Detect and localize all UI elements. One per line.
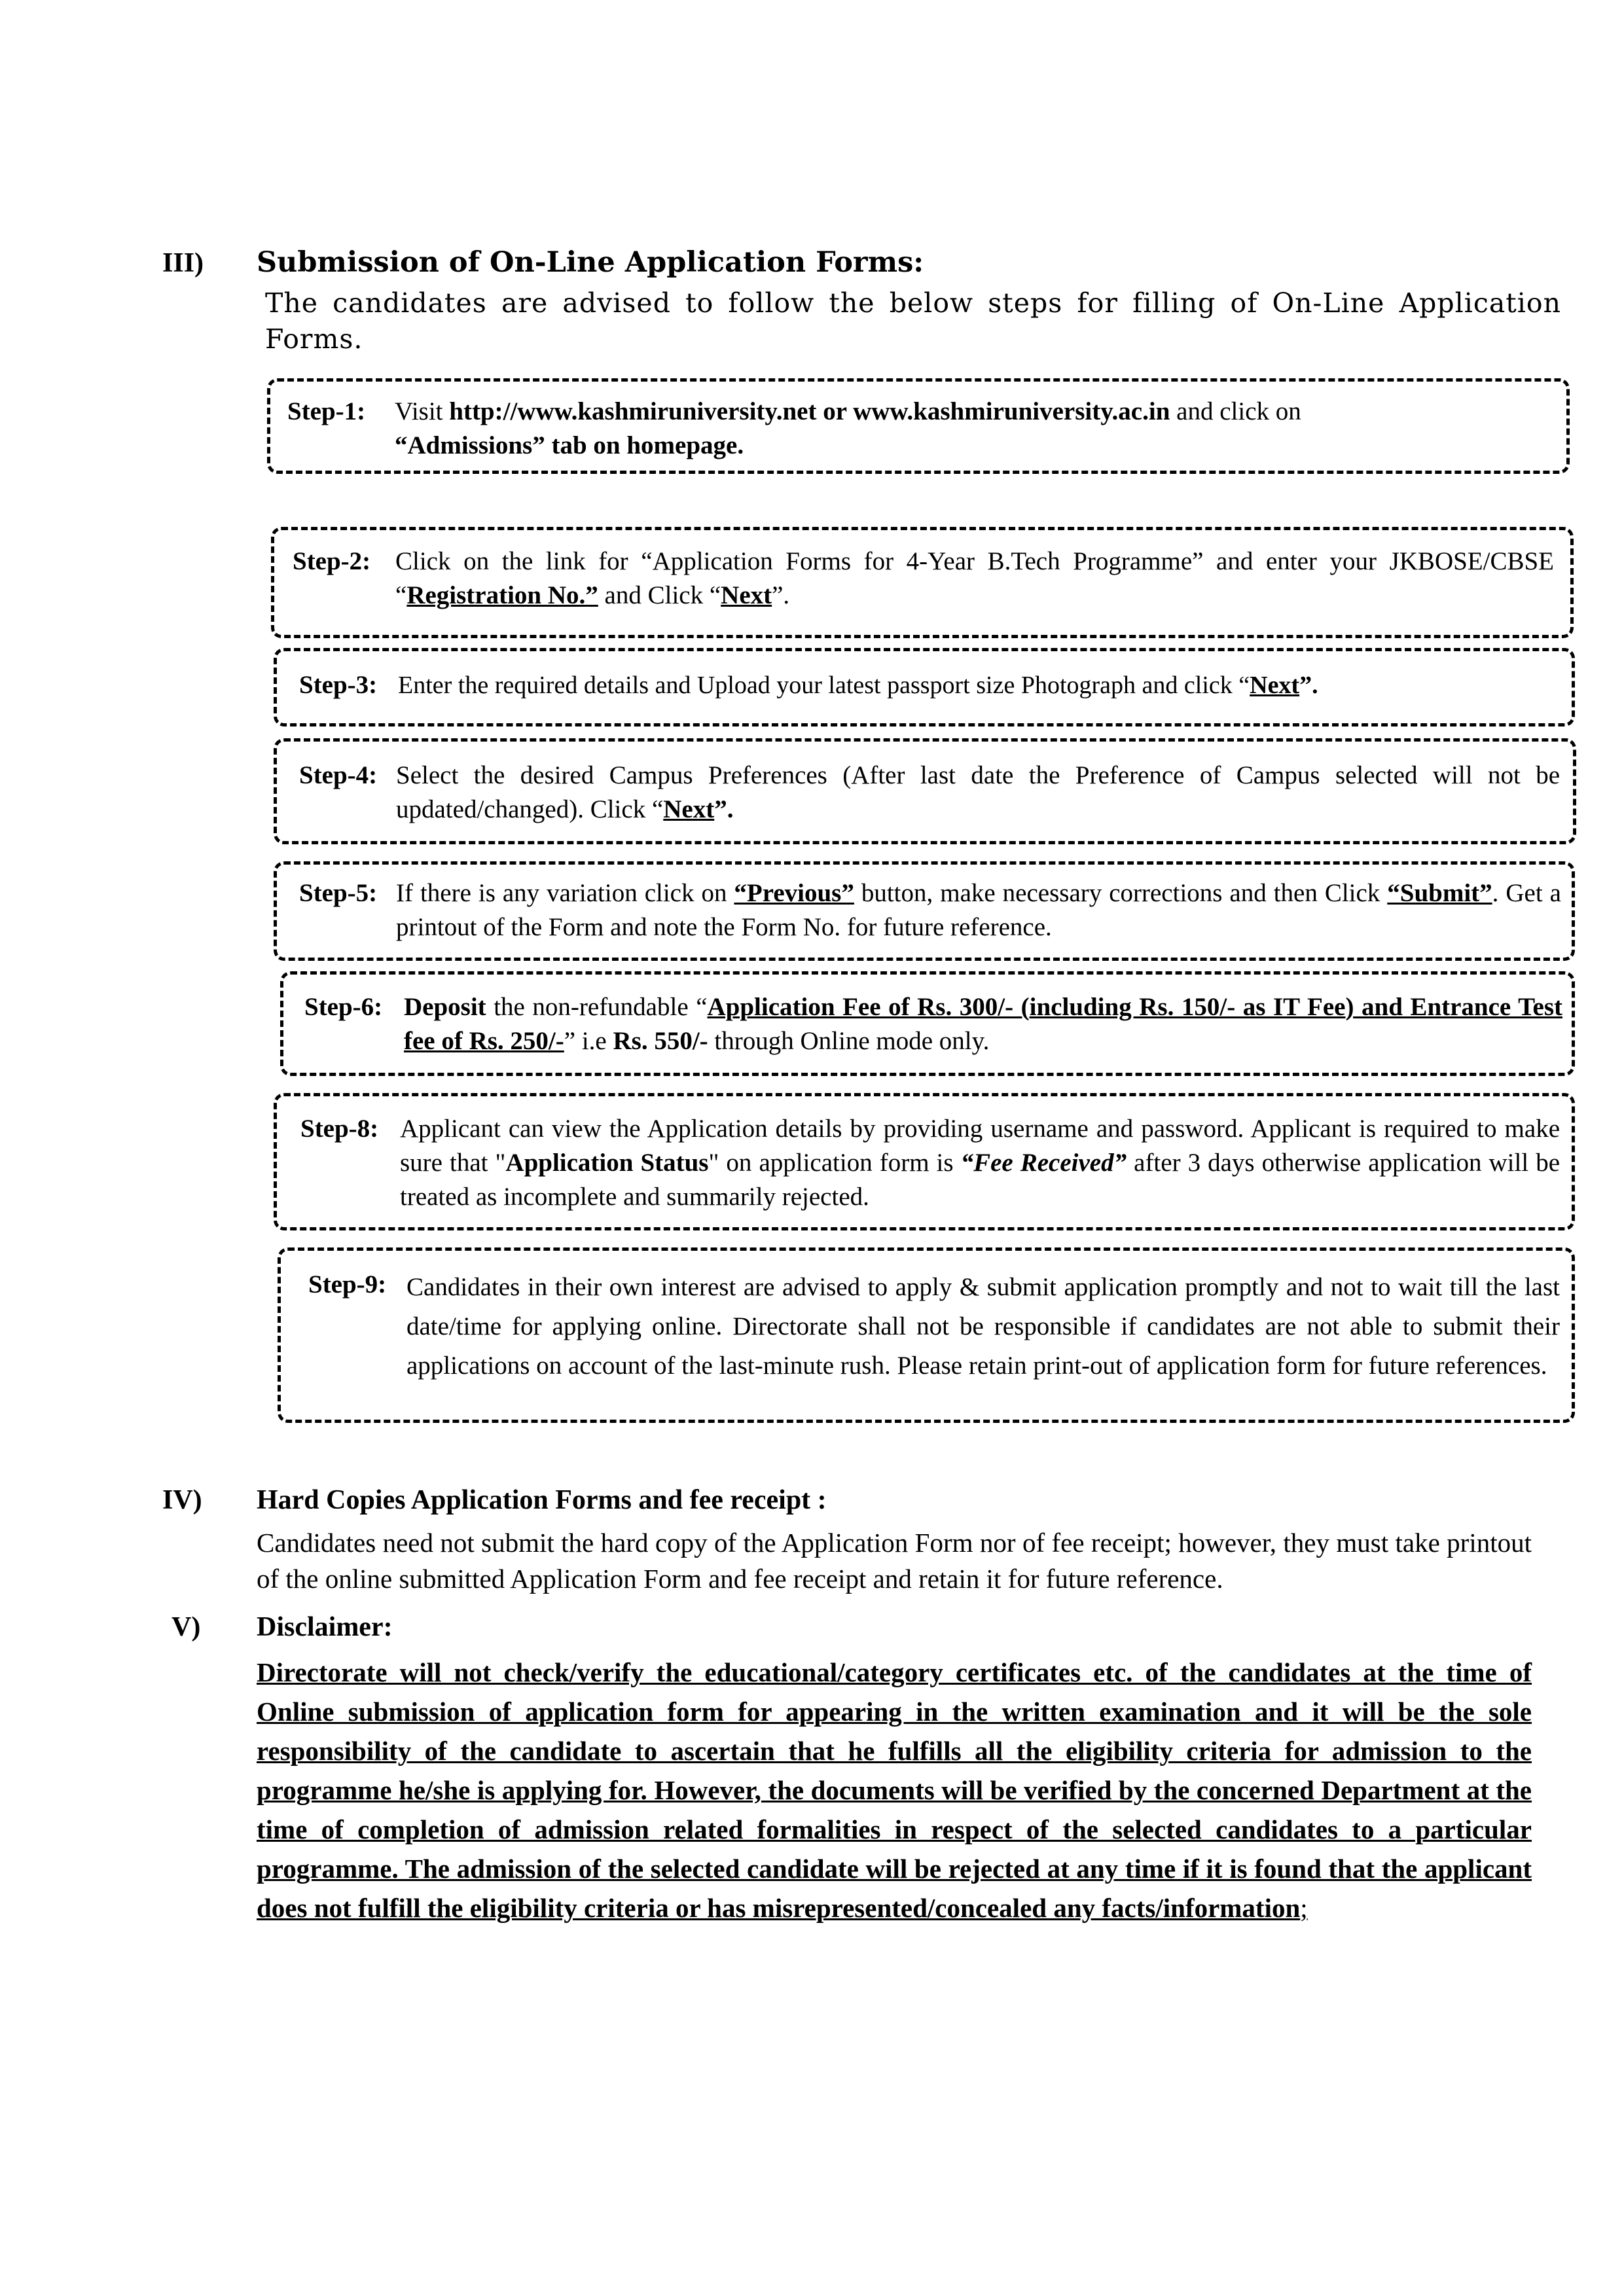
step-8-text — [400, 1112, 1560, 1214]
step-4-text — [396, 759, 1560, 827]
step-6-text — [404, 990, 1562, 1058]
step-text: ”. — [1299, 672, 1318, 699]
step-5-text — [396, 876, 1561, 944]
registration-no-text: Registration No.” — [406, 581, 598, 609]
section-title-submission: Submission of On-Line Application Forms: — [257, 246, 924, 279]
step-3-text — [398, 668, 1570, 702]
step-text: Click on the link for “Application Forms for 4-Year B.Tech Programme” and enter your JKBOSE/CBSE “ — [395, 547, 1554, 609]
step-label: Step-6: — [304, 993, 383, 1021]
step-label: Step-1: — [287, 397, 366, 425]
university-link-net[interactable]: http://www.kashmiruniversity.net — [449, 397, 817, 425]
step-text: ”. — [772, 581, 790, 609]
step-text: and Click “ — [598, 581, 721, 609]
submit-text: “Submit” — [1387, 879, 1492, 907]
step-label: Step-2: — [293, 547, 371, 575]
application-status-text: Application Status — [505, 1149, 709, 1177]
step-2-box — [271, 527, 1574, 638]
step-text: . Get a printout of the Form and note the Form No. for future reference. — [396, 879, 1561, 941]
section-number-iv: IV) — [162, 1485, 202, 1515]
section-title-hard-copies: Hard Copies Application Forms and fee receipt : — [257, 1485, 827, 1515]
application-fee-text: Application Fee of Rs. 300/- (including Rs. 150/- as IT Fee) and Entrance Test fee of Rs. 250/- — [404, 993, 1562, 1055]
step-text: the non-refundable “ — [486, 993, 708, 1021]
section-intro: The candidates are advised to follow the below steps for filling of On-Line Application Forms. — [265, 287, 1561, 355]
step-text: Enter the required details and Upload your latest passport size Photograph and click “ — [398, 672, 1250, 699]
previous-text: “Previous” — [734, 879, 854, 907]
disclaimer-text: Directorate will not check/verify the educational/category certificates etc. of the candidates at the time of Online submission of application form for appearing in the written examination and it will be the sole responsibility of the candidate to ascertain that he fulfills all the eligibility criteria for admission to the programme he/she is applying for. However, the documents will be verified by the concerned Department at the time of completion of admission related formalities in respect of the selected candidates to a particular programme. The admission of the selected candidate will be rejected at any time if it is found that the applicant does not fulfill the eligibility criteria or has misrepresented/concealed any facts/information — [257, 1657, 1532, 1923]
step-8-box — [274, 1093, 1575, 1230]
step-1-text — [395, 395, 1553, 463]
step-3-box — [274, 648, 1575, 726]
step-text: button, make necessary corrections and then Click — [854, 879, 1388, 907]
step-1-box — [267, 378, 1570, 474]
step-text: after 3 days otherwise application will be treated as incomplete and summarily rejected. — [400, 1149, 1560, 1211]
step-9-box — [278, 1247, 1575, 1423]
step-label: Step-4: — [299, 761, 378, 789]
section-title-disclaimer: Disclaimer: — [257, 1612, 393, 1642]
step-4-box — [274, 738, 1576, 844]
admissions-tab-text: “Admissions” tab on homepage. — [395, 431, 744, 459]
step-text: ” i.e — [564, 1027, 613, 1055]
step-text: ”. — [714, 795, 734, 823]
step-label: Step-3: — [299, 671, 378, 699]
step-text: and click on — [1170, 397, 1301, 425]
step-text: through Online mode only. — [708, 1027, 990, 1055]
step-6-box — [280, 971, 1575, 1076]
step-text: Applicant can view the Application details by providing username and password. Applicant is required to make sure that " — [400, 1115, 1560, 1177]
step-text: Select the desired Campus Preferences (After last date the Preference of Campus selected will not be updated/changed). Click “ — [396, 761, 1560, 823]
step-text: or — [816, 397, 854, 425]
deposit-text: Deposit — [404, 993, 486, 1021]
step-9-text: Candidates in their own interest are advised to apply & submit application promptly and not to wait till the last date/time for applying online. Directorate shall not be responsible if candidates are not able to submit their applications on account of the last-minute rush. Please retain print-out of application form for future references. — [406, 1273, 1560, 1380]
section-number-iii: III) — [162, 248, 204, 278]
fee-received-text: “Fee Received” — [960, 1149, 1127, 1177]
step-text: Visit — [395, 397, 450, 425]
total-fee-text: Rs. 550/- — [613, 1027, 708, 1055]
step-2-text — [395, 545, 1554, 613]
step-label: Step-8: — [300, 1115, 379, 1143]
disclaimer-end: ; — [1300, 1893, 1308, 1923]
next-text: Next — [1250, 672, 1300, 699]
university-link-ac-in[interactable]: www.kashmiruniversity.ac.in — [853, 397, 1170, 425]
step-label: Step-9: — [308, 1270, 387, 1299]
hard-copies-body: Candidates need not submit the hard copy of the Application Form nor of fee receipt; however, they must take printout of the online submitted Application Form and fee receipt and retain it for future reference. — [257, 1528, 1532, 1594]
step-5-box — [274, 861, 1575, 961]
section-number-v: V) — [171, 1612, 201, 1642]
disclaimer-body — [257, 1653, 1532, 1928]
step-text: " on application form is — [708, 1149, 961, 1177]
next-text: Next — [721, 581, 772, 609]
next-text: Next — [663, 795, 715, 823]
step-text: If there is any variation click on — [396, 879, 734, 907]
step-label: Step-5: — [299, 879, 378, 907]
